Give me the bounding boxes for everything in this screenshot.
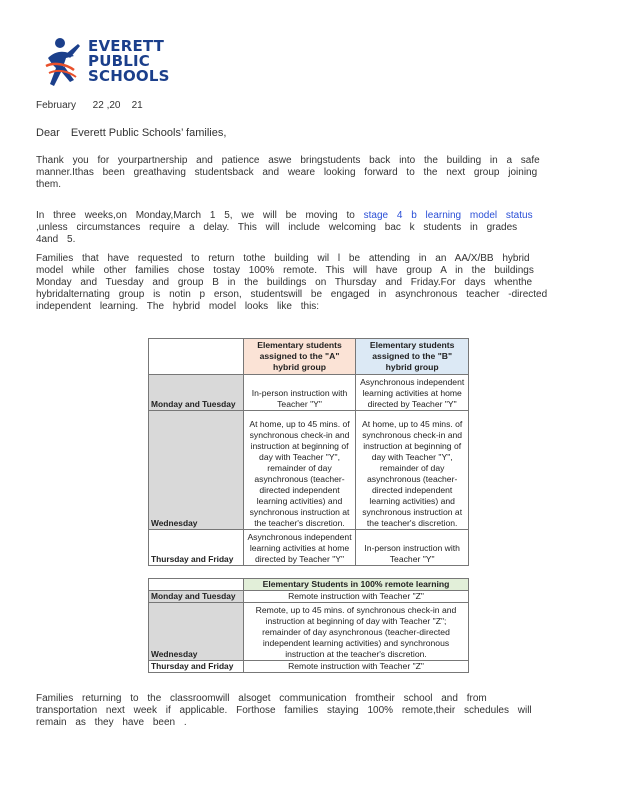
table-corner bbox=[149, 339, 244, 375]
paragraph-2 bbox=[36, 210, 548, 246]
header-group-b: Elementary students assigned to the "B" hybrid group bbox=[356, 339, 469, 375]
salutation-text: Everett Public Schools’ families, bbox=[70, 127, 227, 139]
cell-b-wednesday: At home, up to 45 mins. of synchronous check-in and instruction at beginning of day with Teacher "Y", remainder of day asynchronous (teacher-directed independent learning activities) and synchronous instruction at the teacher's discretion. bbox=[356, 411, 469, 530]
salutation bbox=[36, 127, 548, 139]
paragraph-2-before: In three weeks,on Monday,March 1 5, we will be moving to bbox=[36, 210, 355, 221]
remote-cell-wednesday: Remote, up to 45 mins. of synchronous check-in and instruction at beginning of day with Teacher "Z"; remainder of day asynchronous (teacher-directed independent learning activities) and synchronous instruction at the teacher's discretion. bbox=[244, 603, 469, 661]
salutation-prefix: Dear bbox=[36, 127, 60, 139]
cell-b-monday-tuesday: Asynchronous independent learning activities at home directed by Teacher "Y" bbox=[356, 375, 469, 411]
logo-line-3: SCHOOLS bbox=[88, 67, 170, 85]
cell-a-thursday-friday: Asynchronous independent learning activities at home directed by Teacher "Y" bbox=[243, 530, 356, 566]
cell-b-thursday-friday: In-person instruction with Teacher "Y" bbox=[356, 530, 469, 566]
date-text: February 22 ,20 21 bbox=[36, 100, 143, 111]
remote-cell-thursday-friday: Remote instruction with Teacher "Z" bbox=[244, 661, 469, 673]
row-label-thursday-friday: Thursday and Friday bbox=[149, 530, 244, 566]
paragraph-2-after: ,unless circumstances require a delay. This will include welcoming bac k students in grades 4and 5. bbox=[36, 222, 518, 245]
header-remote: Elementary Students in 100% remote learning bbox=[244, 579, 469, 591]
remote-row-label-thursday-friday: Thursday and Friday bbox=[149, 661, 244, 673]
cell-a-wednesday: At home, up to 45 mins. of synchronous check-in and instruction at beginning of day with Teacher "Y", remainder of day asynchronous (teacher-directed independent learning activities) and synchronous instruction at the teacher's discretion. bbox=[243, 411, 356, 530]
row-label-wednesday: Wednesday bbox=[149, 411, 244, 530]
logo-line-2: PUBLIC bbox=[88, 52, 150, 70]
remote-row-label-wednesday: Wednesday bbox=[149, 603, 244, 661]
hybrid-schedule-table bbox=[148, 338, 469, 566]
letter-date bbox=[36, 100, 548, 112]
row-label-monday-tuesday: Monday and Tuesday bbox=[149, 375, 244, 411]
remote-row-label-monday-tuesday: Monday and Tuesday bbox=[149, 591, 244, 603]
remote-table-corner bbox=[149, 579, 244, 591]
paragraph-1: Thank you for yourpartnership and patience aswe bringstudents back into the building in a safe manner.Ithas been greathaving studentsback and weare looking forward to the next group joining them. bbox=[36, 155, 540, 190]
logo-line-1: EVERETT bbox=[88, 37, 165, 55]
logo-wordmark bbox=[88, 39, 170, 84]
paragraph-4: Families returning to the classroomwill alsoget communication fromtheir school and from transportation next week if applicable. Forthose families staying 100% remote,their schedules will remain as they have been . bbox=[36, 693, 532, 728]
paragraph-3: Families that have requested to return tothe building wil l be attending in an AA/X/BB hybrid model while other families chose tostay 100% remote. This will have group A in the buildings Monday and Tuesday and group B in the buildings on Thursday and Friday.For days whenthe hybridalternating group is notin p erson, studentswill be engaged in asynchronous teacher -directed independent learning. The hybrid model looks like this: bbox=[36, 253, 548, 312]
header-group-a: Elementary students assigned to the "A" hybrid group bbox=[243, 339, 356, 375]
remote-cell-monday-tuesday: Remote instruction with Teacher "Z" bbox=[244, 591, 469, 603]
stage-4b-learning-model-link[interactable]: stage 4 b learning model status bbox=[363, 210, 533, 221]
remote-schedule-table bbox=[148, 578, 469, 673]
cell-a-monday-tuesday: In-person instruction with Teacher "Y" bbox=[243, 375, 356, 411]
